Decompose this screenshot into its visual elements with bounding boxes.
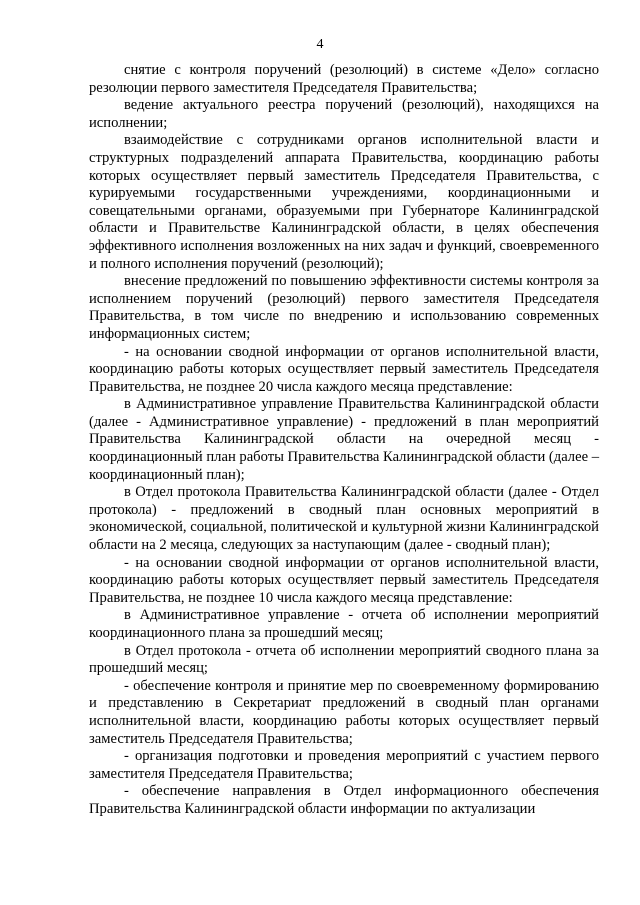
paragraph: ведение актуального реестра поручений (резолюций), находящихся на исполнении; (89, 97, 599, 131)
paragraph: - обеспечение контроля и принятие мер по своевременному формированию и представлению в Секретариат предложений в сводный план органами исполнительной власти, координацию работы которых осуществляет первый заместитель Председателя Правительства; (89, 677, 599, 747)
paragraph: взаимодействие с сотрудниками органов исполнительной власти и структурных подразделений аппарата Правительства, координацию работы которых осуществляет первый заместитель Председателя Правительства, с курируемыми государственными учреждениями, координационными и совещательными органами, образуемыми при Губернаторе Калининградской области и Правительстве Калининградской области, в целях обеспечения эффективного исполнения возложенных на них задач и функций, своевременного и полного исполнения поручений (резолюций); (89, 132, 599, 272)
paragraph: в Административное управление Правительства Калининградской области (далее - Административное управление) - предложений в план мероприятий Правительства Калининградской области на очередной месяц - координационный план работы Правительства Калининградской области (далее – координационный план); (89, 396, 599, 483)
paragraph: снятие с контроля поручений (резолюций) в системе «Дело» согласно резолюции первого заместителя Председателя Правительства; (89, 62, 599, 96)
paragraph: внесение предложений по повышению эффективности системы контроля за исполнением поручений (резолюций) первого заместителя Председателя Правительства, в том числе по внедрению и использованию современных информационных систем; (89, 273, 599, 342)
paragraph: - организация подготовки и проведения мероприятий с участием первого заместителя Председателя Правительства; (89, 748, 599, 782)
paragraph: - на основании сводной информации от органов исполнительной власти, координацию работы которых осуществляет первый заместитель Председателя Правительства, не позднее 20 числа каждого месяца представление: (89, 343, 599, 395)
paragraph: - на основании сводной информации от органов исполнительной власти, координацию работы которых осуществляет первый заместитель Председателя Правительства, не позднее 10 числа каждого месяца представление: (89, 554, 599, 606)
paragraph: в Административное управление - отчета об исполнении мероприятий координационного плана за прошедший месяц; (89, 607, 599, 641)
paragraph: в Отдел протокола - отчета об исполнении мероприятий сводного плана за прошедший месяц; (89, 642, 599, 677)
page-number: 4 (316, 37, 324, 52)
paragraph: - обеспечение направления в Отдел информационного обеспечения Правительства Калининградской области информации по актуализации (89, 783, 599, 817)
paragraph: в Отдел протокола Правительства Калининградской области (далее - Отдел протокола) - предложений в сводный план основных мероприятий в экономической, социальной, политической и культурной жизни Калининградской области на 2 месяца, следующих за наступающим (далее - сводный план); (89, 484, 599, 554)
document-body (89, 62, 599, 819)
